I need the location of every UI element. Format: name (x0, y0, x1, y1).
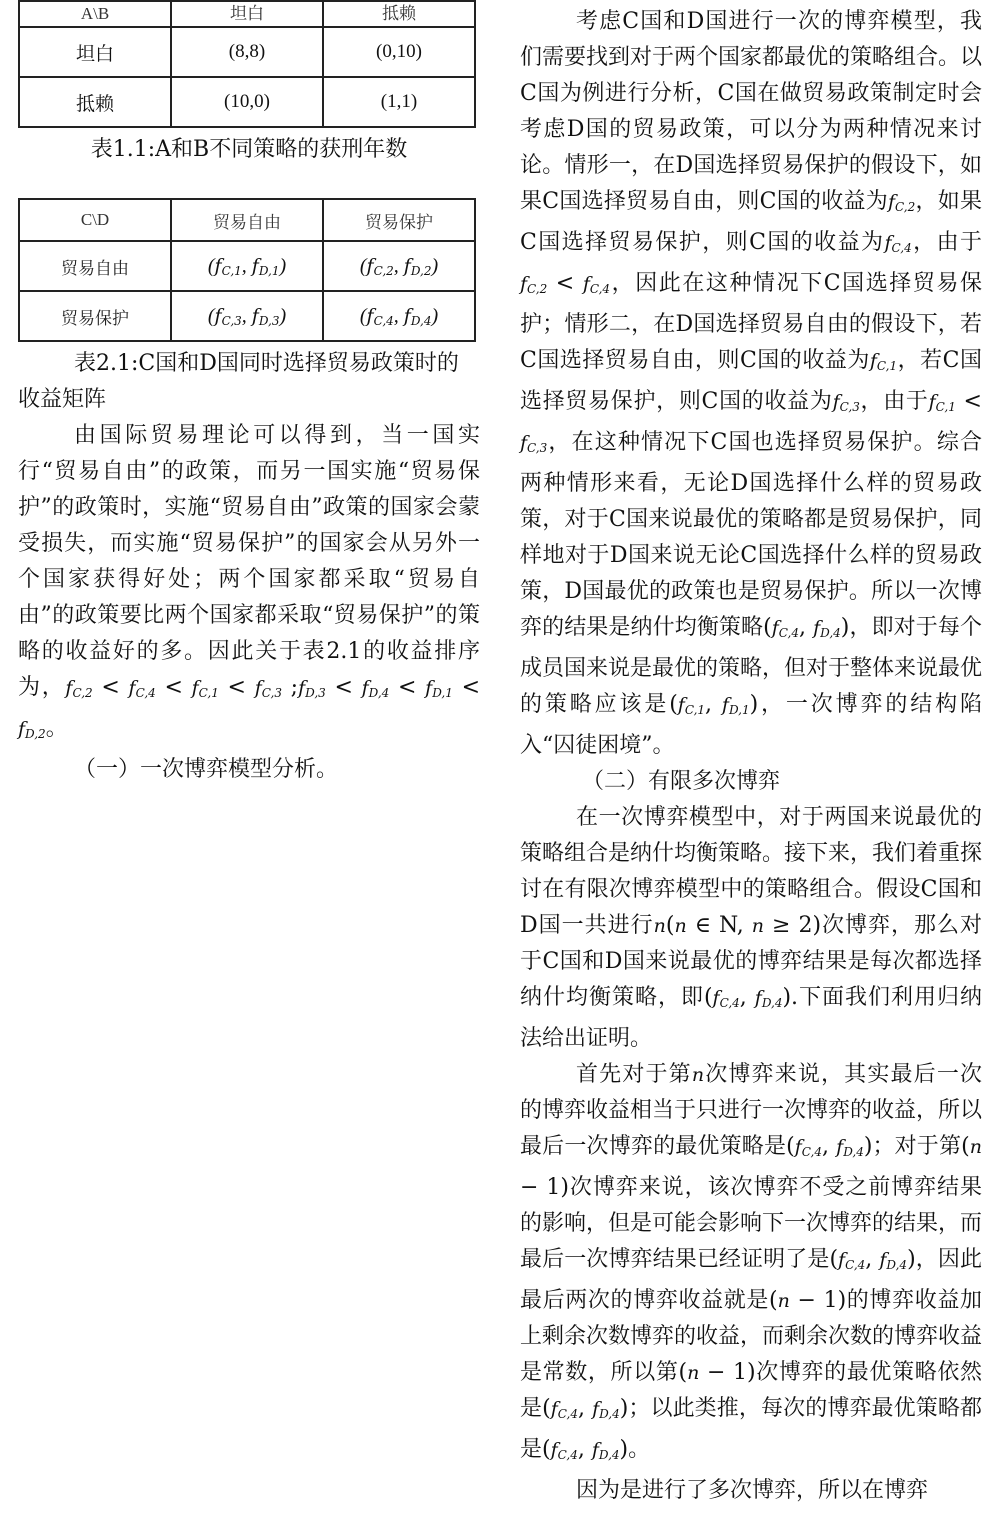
payoff-matrix-table (18, 198, 476, 342)
table-cell: ($f_{C,2}$, $f_{D,2}$) (323, 241, 475, 291)
left-column (18, 0, 480, 788)
table-cell: ($f_{C,4}$, $f_{D,4}$) (323, 291, 475, 341)
table-row (19, 241, 475, 291)
section-heading: （一）一次博弈模型分析。 (74, 757, 339, 782)
table-row (19, 291, 475, 341)
table-column-header: 抵赖 (323, 1, 475, 27)
table-cell: (1,1) (323, 77, 475, 127)
table-caption: 表2.1:C国和D国同时选择贸易政策时的收益矩阵 (18, 351, 459, 412)
table-cell: (10,0) (171, 77, 323, 127)
body-paragraph: 考虑C国和D国进行一次的博弈模型，我们需要找到对于两个国家都最优的策略组合。以C国为例进行分析，C国在做贸易政策制定时会考虑D国的贸易政策，可以分为两种情况来讨论。情形一，在D国选择贸易保护的假设下，如果C国选择贸易自由，则C国的收益为$f_{C,2}$，如果C国选择贸易保护，则C国的收益为$f_{C,4}$，由于$f_{C,2} < f_{C,4}$，因此在这种情况下C国选择贸易保护；情形二，在D国选择贸易自由的假设下，若C国选择贸易自由，则C国的收益为$f_{C,1}$，若C国选择贸易保护，则C国的收益为$f_{C,3}$，由于$f_{C,1} < f_{C,3}$，在这种情况下C国也选择贸易保护。综合两种情形来看，无论D国选择什么样的贸易政策，对于C国来说最优的策略都是贸易保护，同样地对于D国来说无论C国选择什么样的贸易政策，D国最优的政策也是贸易保护。所以一次博弈的结果是纳什均衡策略($f_{C,4}$, $f_{D,4}$)，即对于每个成员国来说是最优的策略，但对于整体来说最优的策略应该是($f_{C,1}$, $f_{D,1}$)，一次博弈的结构陷入“囚徒困境”。 (520, 9, 983, 758)
table-cell: (0,10) (323, 27, 475, 77)
section-heading: （二）有限多次博弈 (582, 769, 781, 794)
table-caption: 表1.1:A和B不同策略的获刑年数 (90, 137, 408, 162)
body-paragraph: 由国际贸易理论可以得到，当一国实行“贸易自由”的政策，而另一国实施“贸易保护”的政策时，实施“贸易自由”政策的国家会蒙受损失，而实施“贸易保护”的国家会从另外一个国家获得好处；两个国家都采取“贸易自由”的政策要比两个国家都采取“贸易保护”的策略的收益好的多。因此关于表2.1的收益排序为，$f_{C,2} < f_{C,4} < f_{C,1} < f_{C,3}$ $;f_{D,3} < f_{D,4} < f_{D,1} < f_{D,2}$。 (18, 423, 481, 741)
table-row-header: 贸易保护 (19, 291, 171, 341)
table-row-header: 坦白 (19, 27, 171, 77)
table-row (19, 77, 475, 127)
body-paragraph: 因为是进行了多次博弈，所以在博弈 (576, 1478, 929, 1503)
table-corner-cell: C\D (19, 199, 171, 241)
table-row-header: 贸易自由 (19, 241, 171, 291)
table-corner-cell: A\B (19, 1, 171, 27)
table-row (19, 27, 475, 77)
table-cell: ($f_{C,3}$, $f_{D,3}$) (171, 291, 323, 341)
table-cell: ($f_{C,1}$, $f_{D,1}$) (171, 241, 323, 291)
table-header-row (19, 199, 475, 241)
body-paragraph: 首先对于第n次博弈来说，其实最后一次的博弈收益相当于只进行一次博弈的收益，所以最后一次博弈的最优策略是($f_{C,4}$, $f_{D,4}$)；对于第(n − 1)次博弈来说，该次博弈不受之前博弈结果的影响，但是可能会影响下一次博弈的结果，而最后一次博弈结果已经证明了是($f_{C,4}$, $f_{D,4}$)，因此最后两次的博弈收益就是(n − 1)的博弈收益加上剩余次数博弈的收益，而剩余次数的博弈收益是常数，所以第(n − 1)次博弈的最优策略依然是($f_{C,4}$, $f_{D,4}$)；以此类推，每次的博弈最优策略都是($f_{C,4}$, $f_{D,4}$)。 (520, 1062, 983, 1462)
table-row-header: 抵赖 (19, 77, 171, 127)
right-column (520, 4, 982, 1509)
table-column-header: 贸易保护 (323, 199, 475, 241)
body-paragraph: 在一次博弈模型中，对于两国来说最优的策略组合是纳什均衡策略。接下来，我们着重探讨在有限次博弈模型中的策略组合。假设C国和D国一共进行n(n ∈ N, n ≥ 2)次博弈，那么对于C国和D国来说最优的博弈结果是每次都选择纳什均衡策略，即($f_{C,4}$, $f_{D,4}$).下面我们利用归纳法给出证明。 (520, 805, 983, 1051)
table-column-header: 贸易自由 (171, 199, 323, 241)
table-header-row (19, 1, 475, 27)
payoff-table-prisoners-dilemma (18, 0, 476, 128)
table-cell: (8,8) (171, 27, 323, 77)
table-column-header: 坦白 (171, 1, 323, 27)
